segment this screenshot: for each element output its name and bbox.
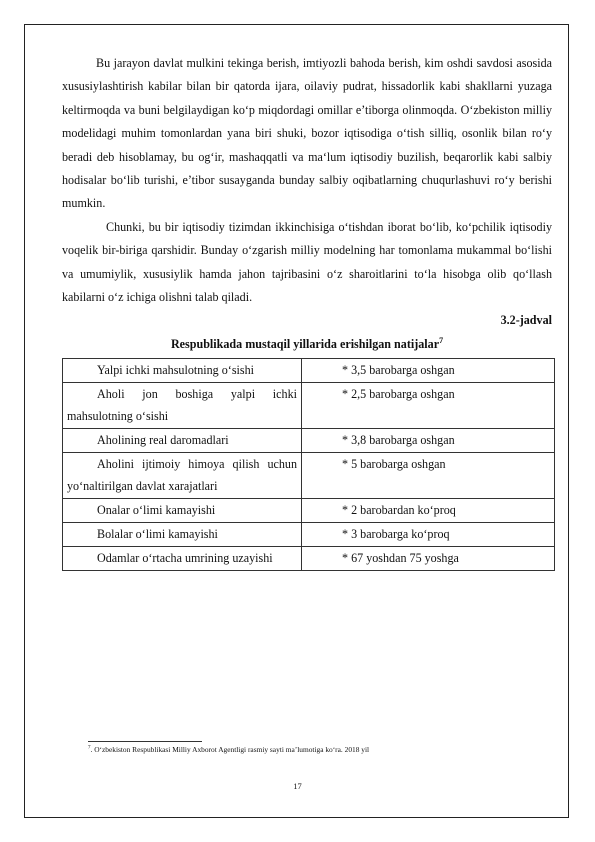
table-title-footnote-ref: 7 xyxy=(439,335,444,345)
table-cell-value: * 3,8 barobarga oshgan xyxy=(302,429,555,453)
table-cell-indicator: Aholini ijtimoiy himoya qilish uchun yo‘naltirilgan davlat xarajatlari xyxy=(63,453,302,499)
table-title xyxy=(62,333,552,356)
table-row xyxy=(63,499,555,523)
footnote-text: . O‘zbekiston Respublikasi Milliy Axborot Agentligi rasmiy sayti ma’lumotiga ko‘ra. 2018 yil xyxy=(90,745,370,754)
table-cell-indicator: Aholining real daromadlari xyxy=(63,429,302,453)
table-cell-value: * 2 barobardan ko‘proq xyxy=(302,499,555,523)
table-cell-indicator: Aholi jon boshiga yalpi ichki mahsulotning o‘sishi xyxy=(63,383,302,429)
results-table xyxy=(62,358,555,571)
table-row xyxy=(63,383,555,429)
table-cell-indicator: Yalpi ichki mahsulotning o‘sishi xyxy=(63,359,302,383)
table-cell-value: * 2,5 barobarga oshgan xyxy=(302,383,555,429)
table-title-text: Respublikada mustaqil yillarida erishilgan natijalar xyxy=(170,336,440,351)
table-label: 3.2-jadval xyxy=(500,313,552,328)
footnote-marker: 7 xyxy=(88,745,91,751)
table-cell-indicator: Odamlar o‘rtacha umrining uzayishi xyxy=(63,547,302,571)
footnote xyxy=(88,745,369,755)
paragraph-1: Bu jarayon davlat mulkini tekinga berish, imtiyozli bahoda berish, kim oshdi savdosi asosida xususiylashtirish kabilar bilan bir qatorda ijara, oilaviy pudrat, hissadorlik kabi shakllarni yuzaga keltirmoqda va buni belgilaydigan ko‘p miqdordagi omillar e’tiborga olinmoqda. O‘zbekiston milliy modelidagi muhim tomonlardan yana biri shuki, bozor iqtisodiga o‘tish silliq, osonlik bilan ro‘y beradi deb hisoblamay, bu og‘ir, mashaqqatli va ma‘lum iqtisodiy buzilish, beqarorlik kabi salbiy hodisalar bo‘lib turishi, e’tibor susayganda bunday salbiy oqibatlarning chuqurlashuvi ro‘y berishi mumkin. xyxy=(62,56,552,211)
table-row xyxy=(63,429,555,453)
paragraph-2: Chunki, bu bir iqtisodiy tizimdan ikkinchisiga o‘tishdan iborat bo‘lib, ko‘pchilik iqtisodiy voqelik bir-biriga qarshidir. Bunday o‘zgarish milliy modelning har tomonlama mukammal bo‘lishi va umumiylik, xususiylik hamda jahon tajribasini o‘z sharoitlarini to‘la hisobga olib qo‘llash kabilarni o‘z ichiga olishni talab qiladi. xyxy=(62,219,552,305)
page-number: 17 xyxy=(293,781,302,791)
table-cell-indicator: Bolalar o‘limi kamayishi xyxy=(63,523,302,547)
table-cell-value: * 3 barobarga ko‘proq xyxy=(302,523,555,547)
table-row xyxy=(63,547,555,571)
table-cell-value: * 67 yoshdan 75 yoshga xyxy=(302,547,555,571)
table-row xyxy=(63,359,555,383)
footnote-separator xyxy=(88,741,202,742)
table-row xyxy=(63,453,555,499)
table-cell-value: * 5 barobarga oshgan xyxy=(302,453,555,499)
table-row xyxy=(63,523,555,547)
table-cell-value: * 3,5 barobarga oshgan xyxy=(302,359,555,383)
table-cell-indicator: Onalar o‘limi kamayishi xyxy=(63,499,302,523)
page-content xyxy=(62,52,552,571)
